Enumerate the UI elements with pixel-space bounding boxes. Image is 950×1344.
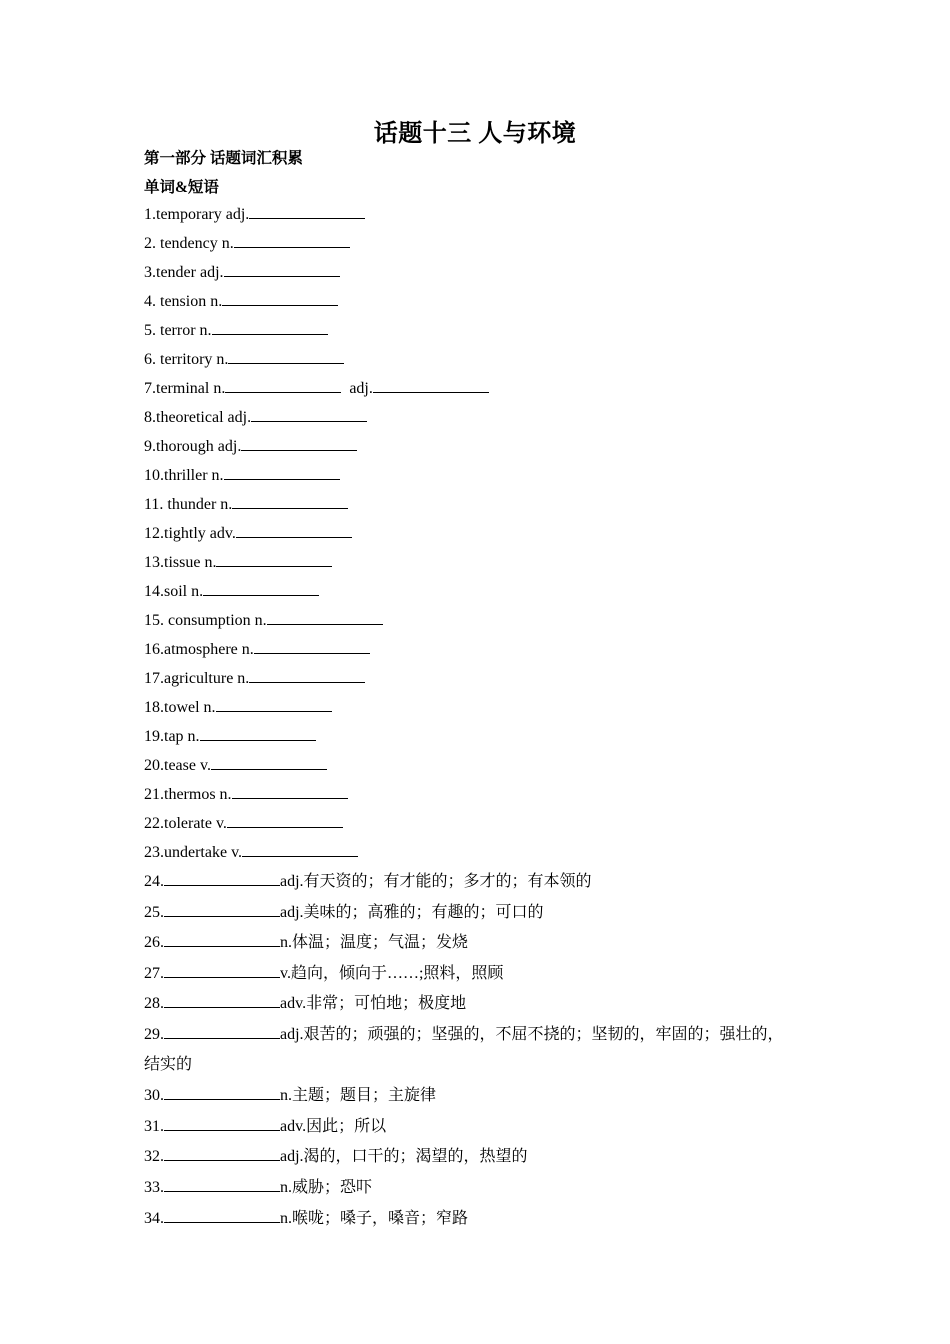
answer-blank[interactable] (234, 233, 350, 248)
vocab-word: 6. territory n. (144, 351, 229, 368)
item-number: 29. (144, 1026, 164, 1043)
definition-item (144, 871, 592, 892)
answer-blank[interactable] (164, 963, 280, 978)
vocab-word: 10.thriller n. (144, 467, 224, 484)
item-definition: adv.非常；可怕地；极度地 (280, 995, 467, 1013)
answer-blank[interactable] (236, 523, 352, 538)
definition-item (144, 993, 466, 1014)
vocab-word: 4. tension n. (144, 293, 223, 310)
answer-blank[interactable] (164, 993, 280, 1008)
vocab-item (144, 523, 352, 544)
answer-blank[interactable] (211, 755, 327, 770)
section-heading: 第一部分 话题词汇积累 (144, 150, 303, 167)
vocab-word: 21.thermos n. (144, 786, 232, 803)
answer-blank[interactable] (241, 436, 357, 451)
answer-blank[interactable] (216, 697, 332, 712)
item-definition: n.主题；题目；主旋律 (280, 1087, 437, 1105)
answer-blank[interactable] (227, 813, 343, 828)
vocab-item (144, 262, 340, 283)
vocab-word: 18.towel n. (144, 699, 216, 716)
answer-blank[interactable] (373, 378, 489, 393)
item-definition: adj.美味的；高雅的；有趣的；可口的 (280, 903, 544, 921)
item-number: 30. (144, 1087, 164, 1105)
answer-blank[interactable] (164, 1116, 280, 1131)
item-definition: adj.艰苦的；顽强的；坚强的，不屈不挠的；坚韧的，牢固的；强壮的， (280, 1026, 784, 1043)
vocab-word: 12.tightly adv. (144, 525, 236, 542)
vocab-word: 16.atmosphere n. (144, 641, 254, 658)
vocab-item (144, 378, 489, 399)
page-title: 话题十三 人与环境 (373, 121, 577, 147)
vocab-word: 5. terror n. (144, 322, 212, 339)
vocab-word: 9.thorough adj. (144, 438, 242, 455)
vocab-item (144, 465, 340, 486)
item-number: 27. (144, 964, 164, 982)
answer-blank[interactable] (224, 262, 340, 277)
item-number: 28. (144, 995, 164, 1013)
vocab-item (144, 726, 316, 747)
vocab-word: 19.tap n. (144, 728, 200, 745)
answer-blank[interactable] (164, 1024, 280, 1039)
item-definition: v.趋向，倾向于……;照料，照顾 (280, 964, 504, 982)
item-number: 26. (144, 934, 164, 952)
answer-blank[interactable] (164, 902, 280, 917)
answer-blank[interactable] (216, 552, 332, 567)
vocab-item (144, 581, 319, 602)
vocab-pos: adj. (349, 380, 373, 397)
vocab-item (144, 407, 367, 428)
answer-blank[interactable] (249, 668, 365, 683)
vocab-word: 8.theoretical adj. (144, 409, 252, 426)
item-number: 34. (144, 1209, 164, 1227)
item-number: 24. (144, 873, 164, 890)
answer-blank[interactable] (249, 204, 365, 219)
answer-blank[interactable] (228, 349, 344, 364)
vocab-item (144, 291, 338, 312)
sub-heading: 单词&短语 (144, 179, 219, 196)
answer-blank[interactable] (254, 639, 370, 654)
vocab-item (144, 639, 370, 660)
answer-blank[interactable] (225, 378, 341, 393)
definition-item (144, 963, 503, 984)
vocab-word: 13.tissue n. (144, 554, 217, 571)
item-number: 32. (144, 1148, 164, 1166)
answer-blank[interactable] (164, 1177, 280, 1192)
answer-blank[interactable] (251, 407, 367, 422)
item-definition: adj.有天资的；有才能的；多才的；有本领的 (280, 873, 592, 890)
definition-item (144, 1024, 784, 1045)
vocab-word: 20.tease v. (144, 757, 211, 774)
vocab-word: 3.tender adj. (144, 264, 224, 281)
answer-blank[interactable] (164, 1085, 280, 1100)
answer-blank[interactable] (203, 581, 319, 596)
answer-blank[interactable] (224, 465, 340, 480)
vocab-word: 15. consumption n. (144, 612, 267, 629)
vocab-item (144, 842, 358, 863)
vocab-item (144, 784, 348, 805)
vocab-item (144, 813, 343, 834)
answer-blank[interactable] (164, 1208, 280, 1223)
vocab-word: 7.terminal n. (144, 380, 226, 397)
vocab-item (144, 552, 332, 573)
vocab-item (144, 494, 348, 515)
vocab-word: 11. thunder n. (144, 496, 233, 513)
vocab-item (144, 436, 357, 457)
vocab-word: 14.soil n. (144, 583, 204, 600)
definition-item (144, 1177, 372, 1198)
item-definition: n.体温；温度；气温；发烧 (280, 934, 469, 952)
definition-item (144, 1146, 528, 1167)
item-number: 25. (144, 903, 164, 921)
answer-blank[interactable] (232, 784, 348, 799)
answer-blank[interactable] (164, 1146, 280, 1161)
answer-blank[interactable] (222, 291, 338, 306)
vocab-word: 2. tendency n. (144, 235, 234, 252)
vocab-word: 23.undertake v. (144, 844, 243, 861)
answer-blank[interactable] (212, 320, 328, 335)
vocab-word: 22.tolerate v. (144, 815, 227, 832)
vocab-item (144, 204, 365, 225)
vocab-item (144, 668, 365, 689)
vocab-item (144, 233, 350, 254)
item-definition: adj.渴的，口干的；渴望的，热望的 (280, 1148, 528, 1166)
vocab-item (144, 755, 327, 776)
item-number: 33. (144, 1179, 164, 1196)
answer-blank[interactable] (242, 842, 358, 857)
definition-continuation: 结实的 (144, 1055, 193, 1073)
vocab-item (144, 349, 344, 370)
vocab-item (144, 697, 332, 718)
answer-blank[interactable] (200, 726, 316, 741)
vocab-item (144, 320, 328, 341)
definition-item (144, 1116, 386, 1137)
definition-item (144, 932, 468, 953)
answer-blank[interactable] (164, 932, 280, 947)
item-definition: adv.因此；所以 (280, 1117, 387, 1135)
vocab-item (144, 610, 383, 631)
answer-blank[interactable] (267, 610, 383, 625)
definition-item (144, 1085, 436, 1106)
item-definition: n.威胁；恐吓 (280, 1179, 373, 1196)
definition-item (144, 1208, 468, 1229)
answer-blank[interactable] (164, 871, 280, 886)
vocab-word: 17.agriculture n. (144, 670, 250, 687)
definition-item (144, 902, 544, 923)
vocab-word: 1.temporary adj. (144, 206, 250, 223)
answer-blank[interactable] (232, 494, 348, 509)
item-number: 31. (144, 1117, 164, 1135)
item-definition: n.喉咙；嗓子，嗓音；窄路 (280, 1209, 469, 1227)
